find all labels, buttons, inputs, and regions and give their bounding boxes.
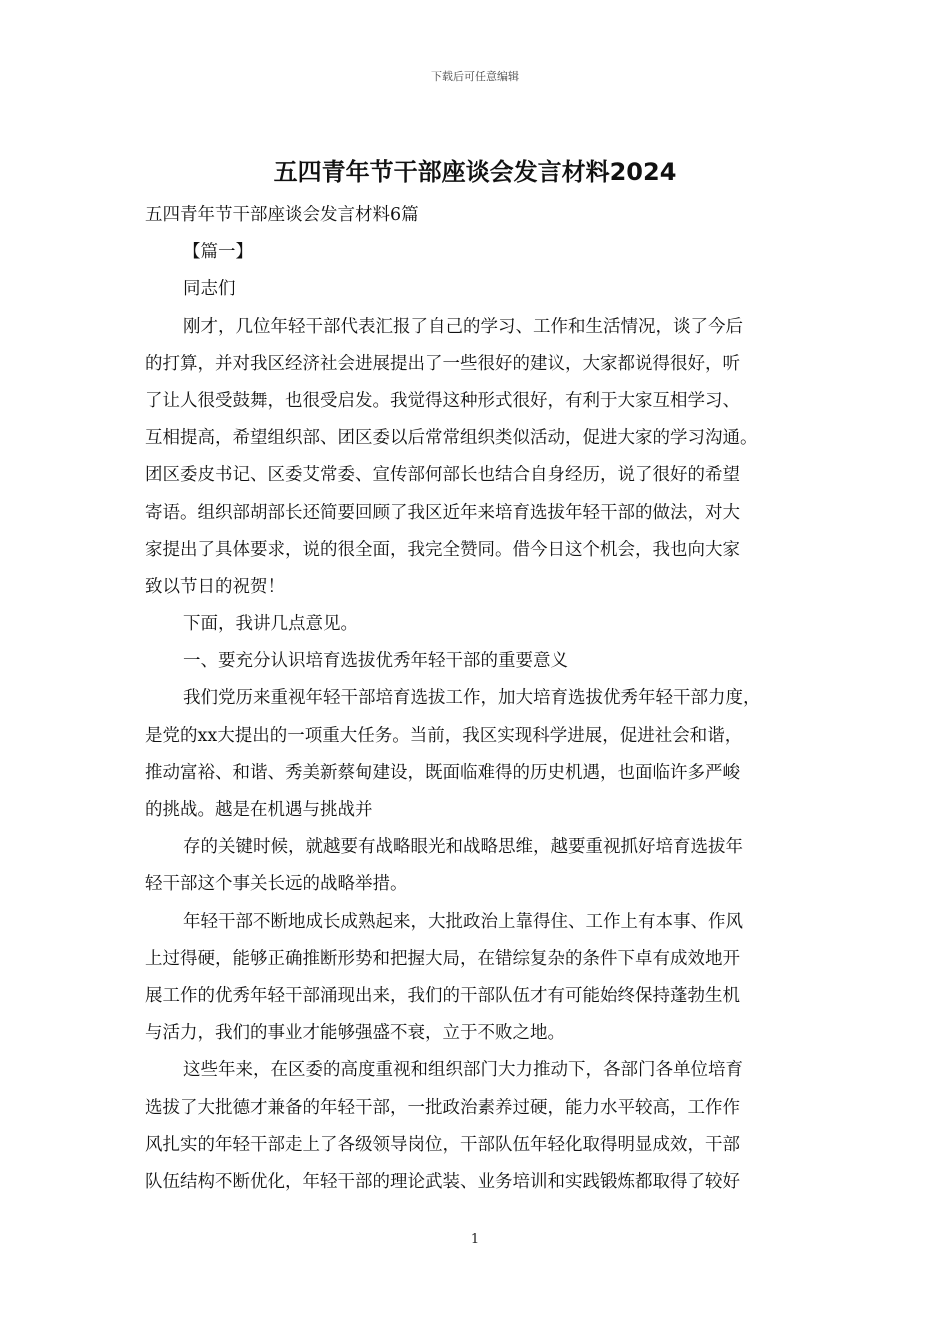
body-line: 我们党历来重视年轻干部培育选拔工作，加大培育选拔优秀年轻干部力度，: [183, 688, 761, 709]
body-line: 年轻干部不断地成长成熟起来，大批政治上靠得住、工作上有本事、作风: [183, 911, 743, 932]
body-line: 五四青年节干部座谈会发言材料6篇: [145, 205, 419, 225]
body-line: 下面，我讲几点意见。: [183, 614, 358, 635]
body-line: 【篇一】: [183, 242, 253, 263]
document-body: [145, 197, 813, 1201]
body-line: 家提出了具体要求，说的很全面，我完全赞同。借今日这个机会，我也向大家: [145, 539, 740, 560]
body-line: 是党的xx大提出的一项重大任务。当前，我区实现科学进展，促进社会和谐，: [145, 725, 743, 746]
body-line: 上过得硬，能够正确推断形势和把握大局，在错综复杂的条件下卓有成效地开: [145, 948, 740, 969]
body-line: 同志们: [183, 279, 236, 300]
page-number: 1: [470, 1232, 480, 1247]
document-title: 五四青年节干部座谈会发言材料2024: [273, 158, 677, 186]
body-line: 的挑战。越是在机遇与挑战并: [145, 800, 373, 820]
header-note: 下载后可任意编辑: [431, 70, 519, 83]
body-line: 一、要充分认识培育选拔优秀年轻干部的重要意义: [183, 651, 568, 672]
body-line: 选拔了大批德才兼备的年轻干部，一批政治素养过硬，能力水平较高，工作作: [145, 1097, 740, 1118]
body-line: 存的关键时候，就越要有战略眼光和战略思维，越要重视抓好培育选拔年: [183, 837, 743, 858]
body-line: 刚才，几位年轻干部代表汇报了自己的学习、工作和生活情况，谈了今后: [183, 316, 743, 337]
body-line: 推动富裕、和谐、秀美新蔡甸建设，既面临难得的历史机遇，也面临许多严峻: [145, 762, 740, 783]
body-line: 的打算，并对我区经济社会进展提出了一些很好的建议，大家都说得很好，听: [145, 353, 740, 374]
body-line: 展工作的优秀年轻干部涌现出来，我们的干部队伍才有可能始终保持蓬勃生机: [145, 985, 740, 1006]
body-line: 与活力，我们的事业才能够强盛不衰，立于不败之地。: [145, 1023, 565, 1044]
body-line: 团区委皮书记、区委艾常委、宣传部何部长也结合自身经历，说了很好的希望: [145, 465, 740, 486]
body-line: 了让人很受鼓舞，也很受启发。我觉得这种形式很好，有利于大家互相学习、: [145, 390, 740, 411]
body-line: 这些年来，在区委的高度重视和组织部门大力推动下，各部门各单位培育: [183, 1060, 743, 1081]
body-line: 队伍结构不断优化，年轻干部的理论武装、业务培训和实践锻炼都取得了较好: [145, 1171, 740, 1192]
body-line: 轻干部这个事关长远的战略举措。: [145, 874, 408, 895]
body-line: 致以节日的祝贺！: [145, 576, 285, 597]
body-line: 风扎实的年轻干部走上了各级领导岗位，干部队伍年轻化取得明显成效，干部: [145, 1134, 740, 1155]
body-line: 互相提高，希望组织部、团区委以后常常组织类似活动，促进大家的学习沟通。: [145, 428, 758, 449]
body-line: 寄语。组织部胡部长还简要回顾了我区近年来培育选拔年轻干部的做法，对大: [145, 502, 740, 523]
